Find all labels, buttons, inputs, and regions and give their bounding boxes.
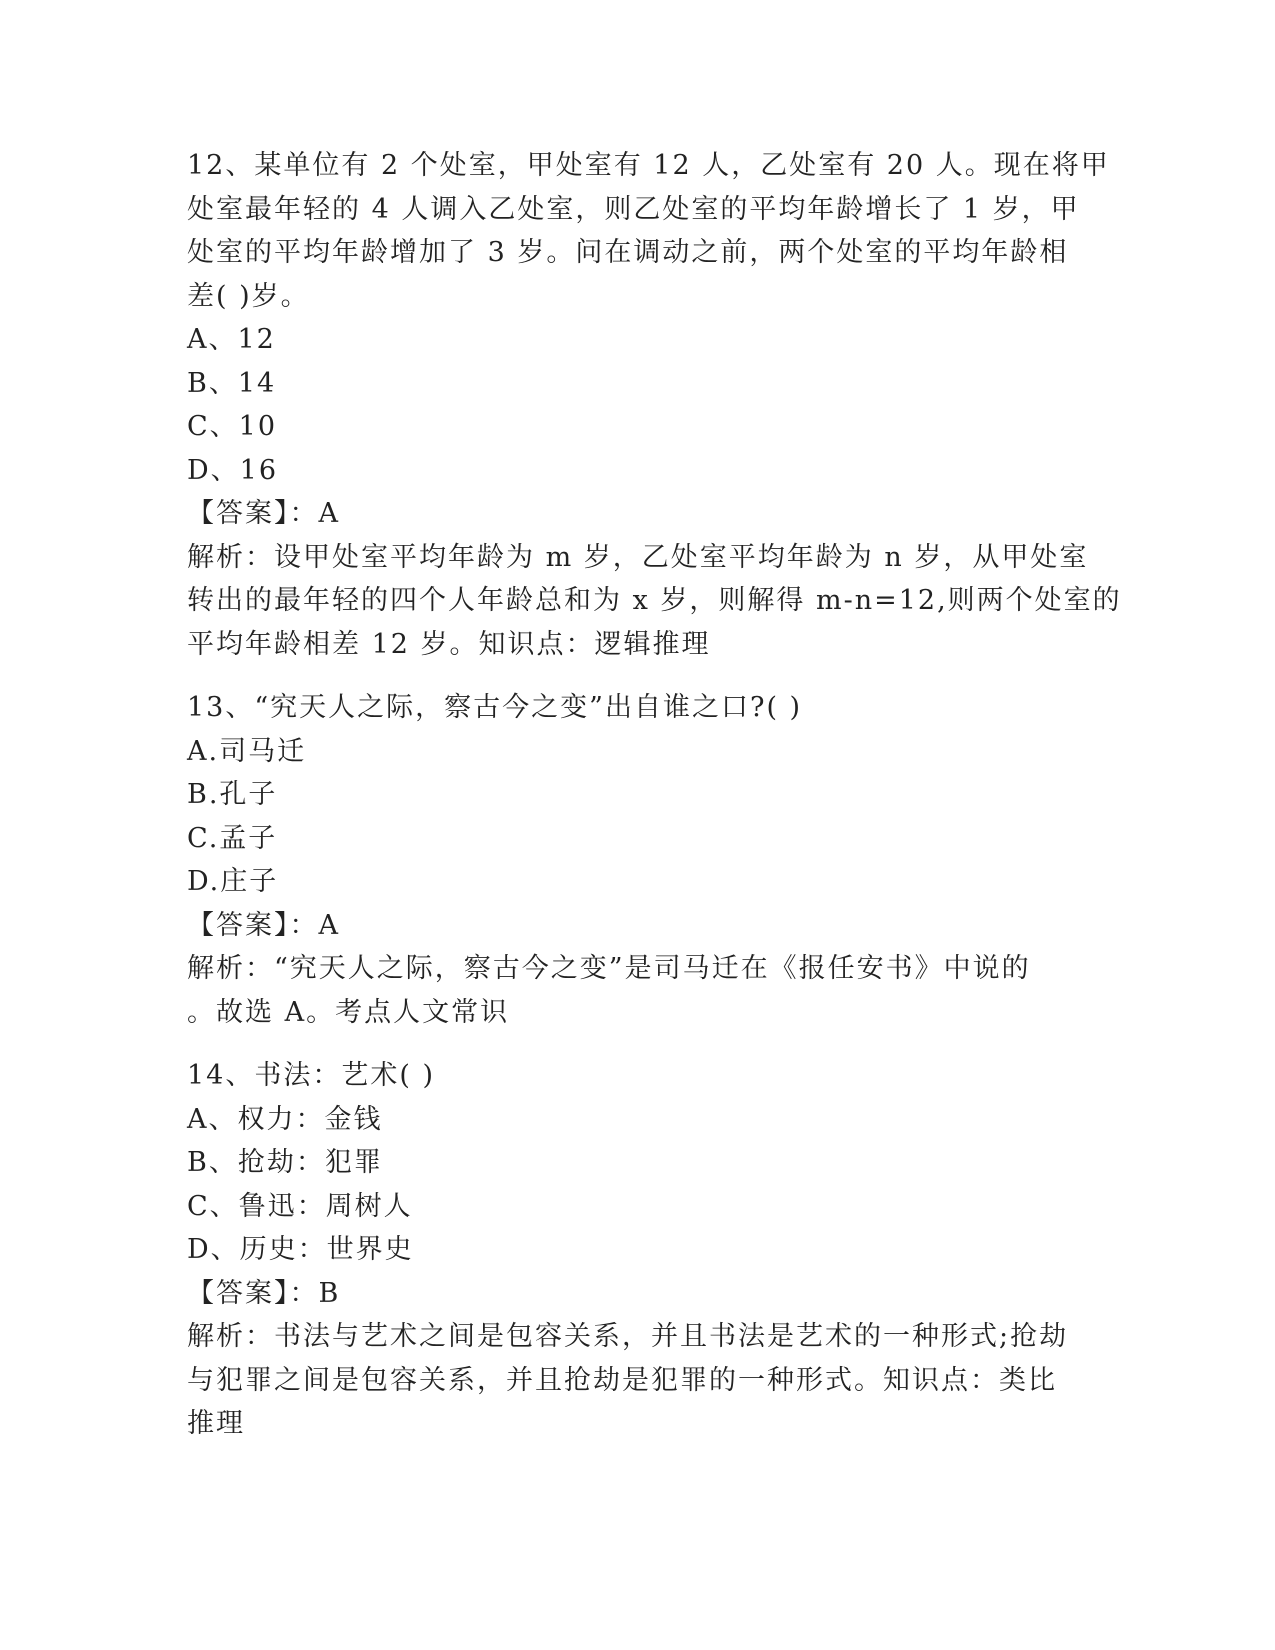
option-c: C、鲁迅：周树人 [187, 1190, 413, 1222]
option-d: D、16 [187, 454, 279, 486]
question-list [187, 144, 1122, 1446]
option-d: D、历史：世界史 [187, 1234, 414, 1265]
answer: 【答案】：A [187, 909, 340, 941]
analysis-line: 转出的最年轻的四个人年龄总和为 x 岁，则解得 m-n=12,则两个处室的 [187, 585, 1122, 616]
option-d: D.庄子 [187, 866, 279, 897]
analysis-line: 与犯罪之间是包容关系，并且抢劫是犯罪的一种形式。知识点：类比 [187, 1364, 1057, 1396]
analysis-line: 平均年龄相差 12 岁。知识点：逻辑推理 [187, 628, 711, 660]
answer: 【答案】：B [187, 1277, 341, 1309]
question-stem-line: 14、书法：艺术( ) [187, 1060, 436, 1091]
question-stem-line: 处室最年轻的 4 人调入乙处室，则乙处室的平均年龄增长了 1 岁，甲 [187, 193, 1080, 225]
question-13 [187, 686, 1087, 1034]
option-b: B、14 [187, 367, 277, 399]
answer: 【答案】：A [187, 498, 340, 529]
option-b: B.孔子 [187, 779, 278, 810]
question-stem-line: 13、“究天人之际，察古今之变”出自谁之口?( ) [187, 692, 803, 723]
option-c: C、10 [187, 411, 278, 442]
analysis-line: 推理 [187, 1408, 245, 1439]
question-stem-line: 差( )岁。 [187, 280, 310, 312]
question-stem-line: 12、某单位有 2 个处室，甲处室有 12 人，乙处室有 20 人。现在将甲 [187, 150, 1110, 181]
question-12 [187, 144, 1122, 666]
option-b: B、抢劫：犯罪 [187, 1147, 383, 1178]
analysis-line: 解析：设甲处室平均年龄为 m 岁，乙处室平均年龄为 n 岁，从甲处室 [187, 541, 1089, 573]
analysis-line: 解析：“究天人之际，察古今之变”是司马迁在《报任安书》中说的 [187, 953, 1031, 984]
question-spacer [187, 1034, 1087, 1054]
option-a: A.司马迁 [187, 735, 307, 767]
question-stem-line: 处室的平均年龄增加了 3 岁。问在调动之前，两个处室的平均年龄相 [187, 237, 1069, 268]
option-a: A、12 [187, 324, 276, 355]
analysis-line: 。故选 A。考点人文常识 [187, 996, 510, 1028]
option-a: A、权力：金钱 [187, 1103, 383, 1135]
question-spacer [187, 666, 1087, 686]
option-c: C.孟子 [187, 822, 278, 854]
question-14 [187, 1054, 1087, 1446]
analysis-line: 解析：书法与艺术之间是包容关系，并且书法是艺术的一种形式;抢劫 [187, 1321, 1069, 1352]
